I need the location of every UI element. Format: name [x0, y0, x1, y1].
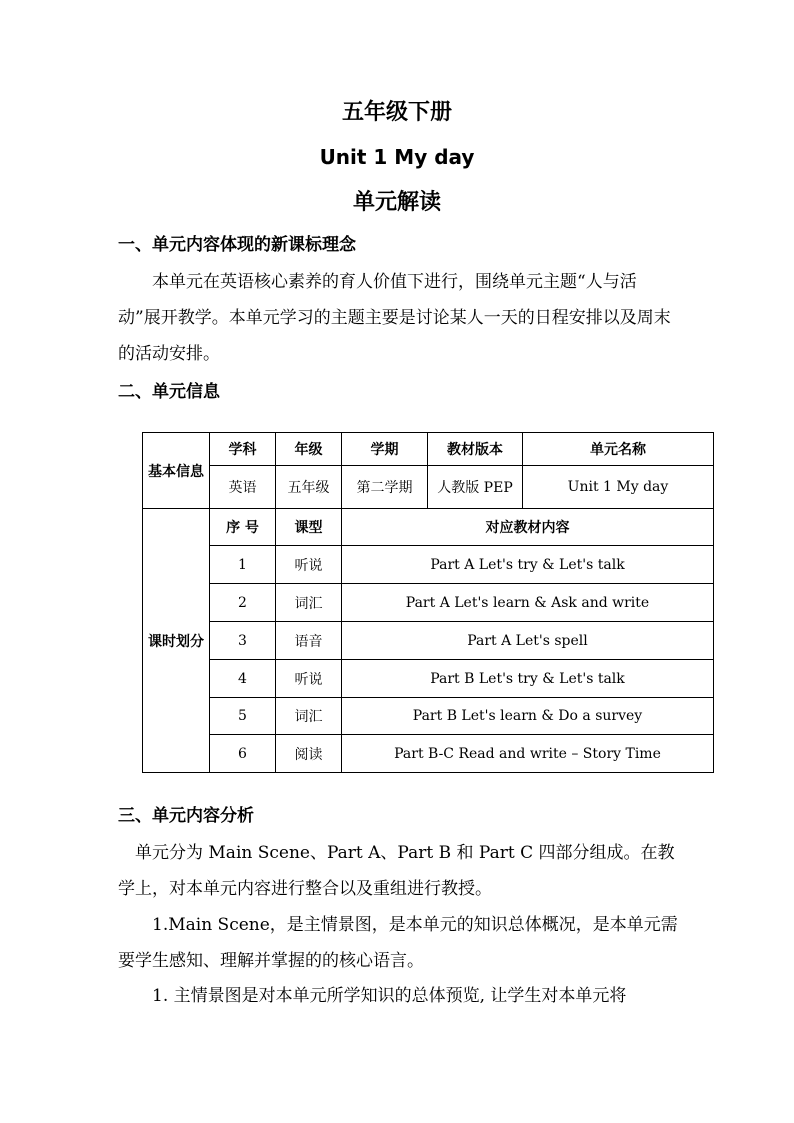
lesson-number: 4: [210, 660, 276, 698]
lesson-number: 3: [210, 622, 276, 660]
lesson-content: Part A Let's learn & Ask and write: [342, 584, 714, 622]
table-row: [143, 622, 714, 660]
table-cell: 五年级: [276, 466, 342, 509]
lesson-content: Part B-C Read and write – Story Time: [342, 735, 714, 773]
lesson-type: 词汇: [276, 698, 342, 735]
lesson-type: 语音: [276, 622, 342, 660]
lesson-type: 听说: [276, 660, 342, 698]
table-header-cell: 单元名称: [523, 433, 714, 466]
table-row: [143, 735, 714, 773]
table-cell: Unit 1 My day: [523, 466, 714, 509]
section-3-paragraph-2: 1.Main Scene，是主情景图，是本单元的知识总体概况，是本单元需要学生感知、理解并掌握的的核心语言。: [118, 915, 678, 971]
grade-title: 五年级下册: [341, 99, 452, 125]
table-header-cell: 序 号: [210, 509, 276, 546]
lesson-number: 5: [210, 698, 276, 735]
table-row: [143, 698, 714, 735]
table-header-cell: 教材版本: [428, 433, 523, 466]
table-header-cell: 对应教材内容: [342, 509, 714, 546]
section-heading-1: 一、单元内容体现的新课标理念: [118, 235, 356, 255]
table-cell: 人教版 PEP: [428, 466, 523, 509]
table-row: [143, 584, 714, 622]
lesson-content: Part B Let's learn & Do a survey: [342, 698, 714, 735]
unit-info-table: [142, 432, 714, 773]
lesson-number: 2: [210, 584, 276, 622]
table-cell: 第二学期: [342, 466, 428, 509]
lesson-number: 1: [210, 546, 276, 584]
basic-info-label: 基本信息: [143, 433, 210, 509]
table-row: [143, 660, 714, 698]
section-title: 单元解读: [352, 189, 441, 215]
section-1-paragraph: 本单元在英语核心素养的育人价值下进行，围绕单元主题“人与活动”展开教学。本单元学习的主题主要是讨论某人一天的日程安排以及周末的活动安排。: [118, 272, 671, 364]
lesson-type: 听说: [276, 546, 342, 584]
lesson-content: Part A Let's spell: [342, 622, 714, 660]
unit-title: Unit 1 My day: [319, 145, 475, 169]
table-header-cell: 学科: [210, 433, 276, 466]
table-row: [143, 546, 714, 584]
lesson-plan-label: 课时划分: [143, 509, 210, 773]
lesson-type: 阅读: [276, 735, 342, 773]
lesson-type: 词汇: [276, 584, 342, 622]
section-heading-3: 三、单元内容分析: [118, 806, 254, 826]
lesson-content: Part B Let's try & Let's talk: [342, 660, 714, 698]
table-header-cell: 课型: [276, 509, 342, 546]
section-heading-2: 二、单元信息: [118, 382, 220, 402]
table-header-cell: 学期: [342, 433, 428, 466]
section-3-paragraph-3: 1. 主情景图是对本单元所学知识的总体预览, 让学生对本单元将: [152, 986, 627, 1006]
table-header-cell: 年级: [276, 433, 342, 466]
lesson-content: Part A Let's try & Let's talk: [342, 546, 714, 584]
section-3-paragraph-1: 单元分为 Main Scene、Part A、Part B 和 Part C 四部分组成。在教学上，对本单元内容进行整合以及重组进行教授。: [118, 843, 675, 899]
table-cell: 英语: [210, 466, 276, 509]
lesson-number: 6: [210, 735, 276, 773]
